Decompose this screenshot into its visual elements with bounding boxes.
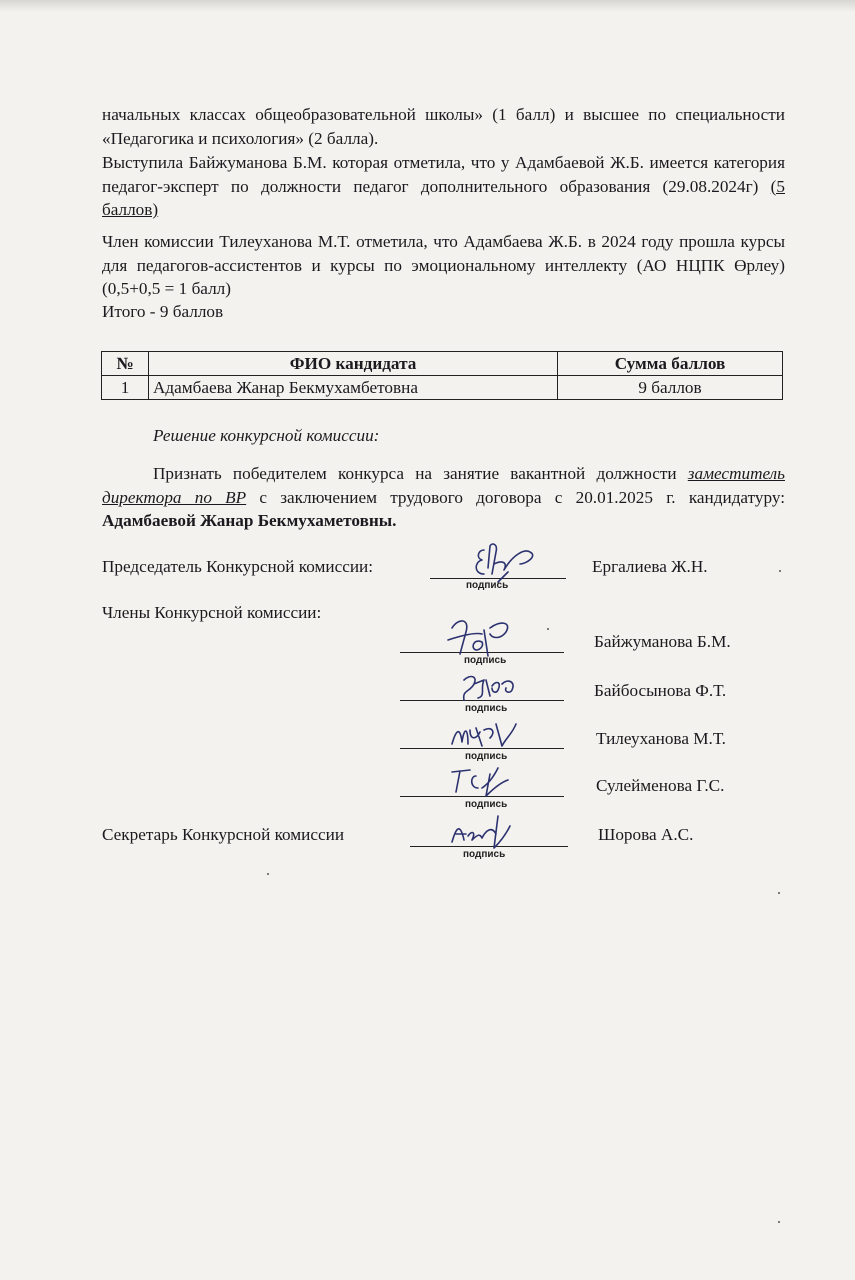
secretary-name: Шорова А.С. [598, 825, 694, 844]
signature-caption: подпись [464, 655, 507, 666]
points-underlined: (5 баллов) [102, 176, 785, 220]
decision-title: Решение конкурсной комиссии: [153, 426, 380, 445]
member-signature-icon-3 [446, 716, 522, 756]
total-points: Итого - 9 баллов [102, 302, 224, 321]
chairman-label: Председатель Конкурсной комиссии: [102, 557, 374, 576]
decision-position: заместитель директора по ВР [102, 464, 785, 507]
decision-text-2: с заключением трудового договора с 20.01.2025 г. кандидатуру: [246, 487, 786, 507]
table-row [102, 376, 783, 400]
results-table [101, 351, 783, 400]
speck [547, 628, 549, 630]
chairman-signature-icon [468, 538, 548, 584]
paragraph-baizhumanova [102, 151, 785, 222]
member-name-2: Байбосынова Ф.Т. [594, 681, 727, 700]
header-candidate-name: ФИО кандидата [149, 352, 558, 376]
member-name-3: Тилеуханова М.Т. [596, 729, 726, 748]
paragraph-tileukhanova: Член комиссии Тилеуханова М.Т. отметила, что Адамбаева Ж.Б. в 2024 году прошла курсы для педагогов-ассистентов и курсы по эмоциональному интеллекту (АО НЦПК Өрлеу) (0,5+0,5 = 1 балл) [102, 232, 785, 299]
speck [778, 892, 780, 894]
decision-candidate: Адамбаевой Жанар Бекмухаметовны. [102, 511, 397, 531]
member-signature-icon-4 [446, 762, 516, 800]
chairman-name: Ергалиева Ж.Н. [592, 557, 708, 576]
signature-caption: подпись [466, 580, 509, 591]
page-top-edge [0, 0, 855, 12]
cell-number: 1 [102, 376, 149, 400]
header-score: Сумма баллов [558, 352, 783, 376]
signature-caption: подпись [465, 751, 508, 762]
speck [267, 873, 269, 875]
speck [779, 570, 781, 572]
member-name-1: Байжуманова Б.М. [594, 632, 731, 651]
signature-caption: подпись [465, 799, 508, 810]
cell-candidate-name: Адамбаева Жанар Бекмухамбетовна [149, 376, 558, 400]
member-signature-icon-2 [456, 670, 526, 706]
paragraph-baizhumanova-text: Выступила Байжуманова Б.М. которая отметила, что у Адамбаевой Ж.Б. имеется категория педагог-эксперт по должности педагог дополнительного образования (29.08.2024г) [102, 153, 785, 196]
header-number: № [102, 352, 149, 376]
signature-caption: подпись [463, 849, 506, 860]
secretary-signature-icon [446, 812, 516, 854]
decision-paragraph [102, 462, 785, 533]
decision-text-1: Признать победителем конкурса на занятие вакантной должности [153, 464, 688, 483]
paragraph-education: начальных классах общеобразовательной школы» (1 балл) и высшее по специальности «Педагогика и психология» (2 балла). [102, 105, 785, 148]
table-header-row [102, 352, 783, 376]
speck [778, 1221, 780, 1223]
member-signature-icon-1 [440, 610, 520, 666]
members-label: Члены Конкурсной комиссии: [102, 603, 322, 622]
signature-caption: подпись [465, 703, 508, 714]
cell-score: 9 баллов [558, 376, 783, 400]
member-name-4: Сулейменова Г.С. [596, 776, 725, 795]
secretary-label: Секретарь Конкурсной комиссии [102, 825, 345, 844]
